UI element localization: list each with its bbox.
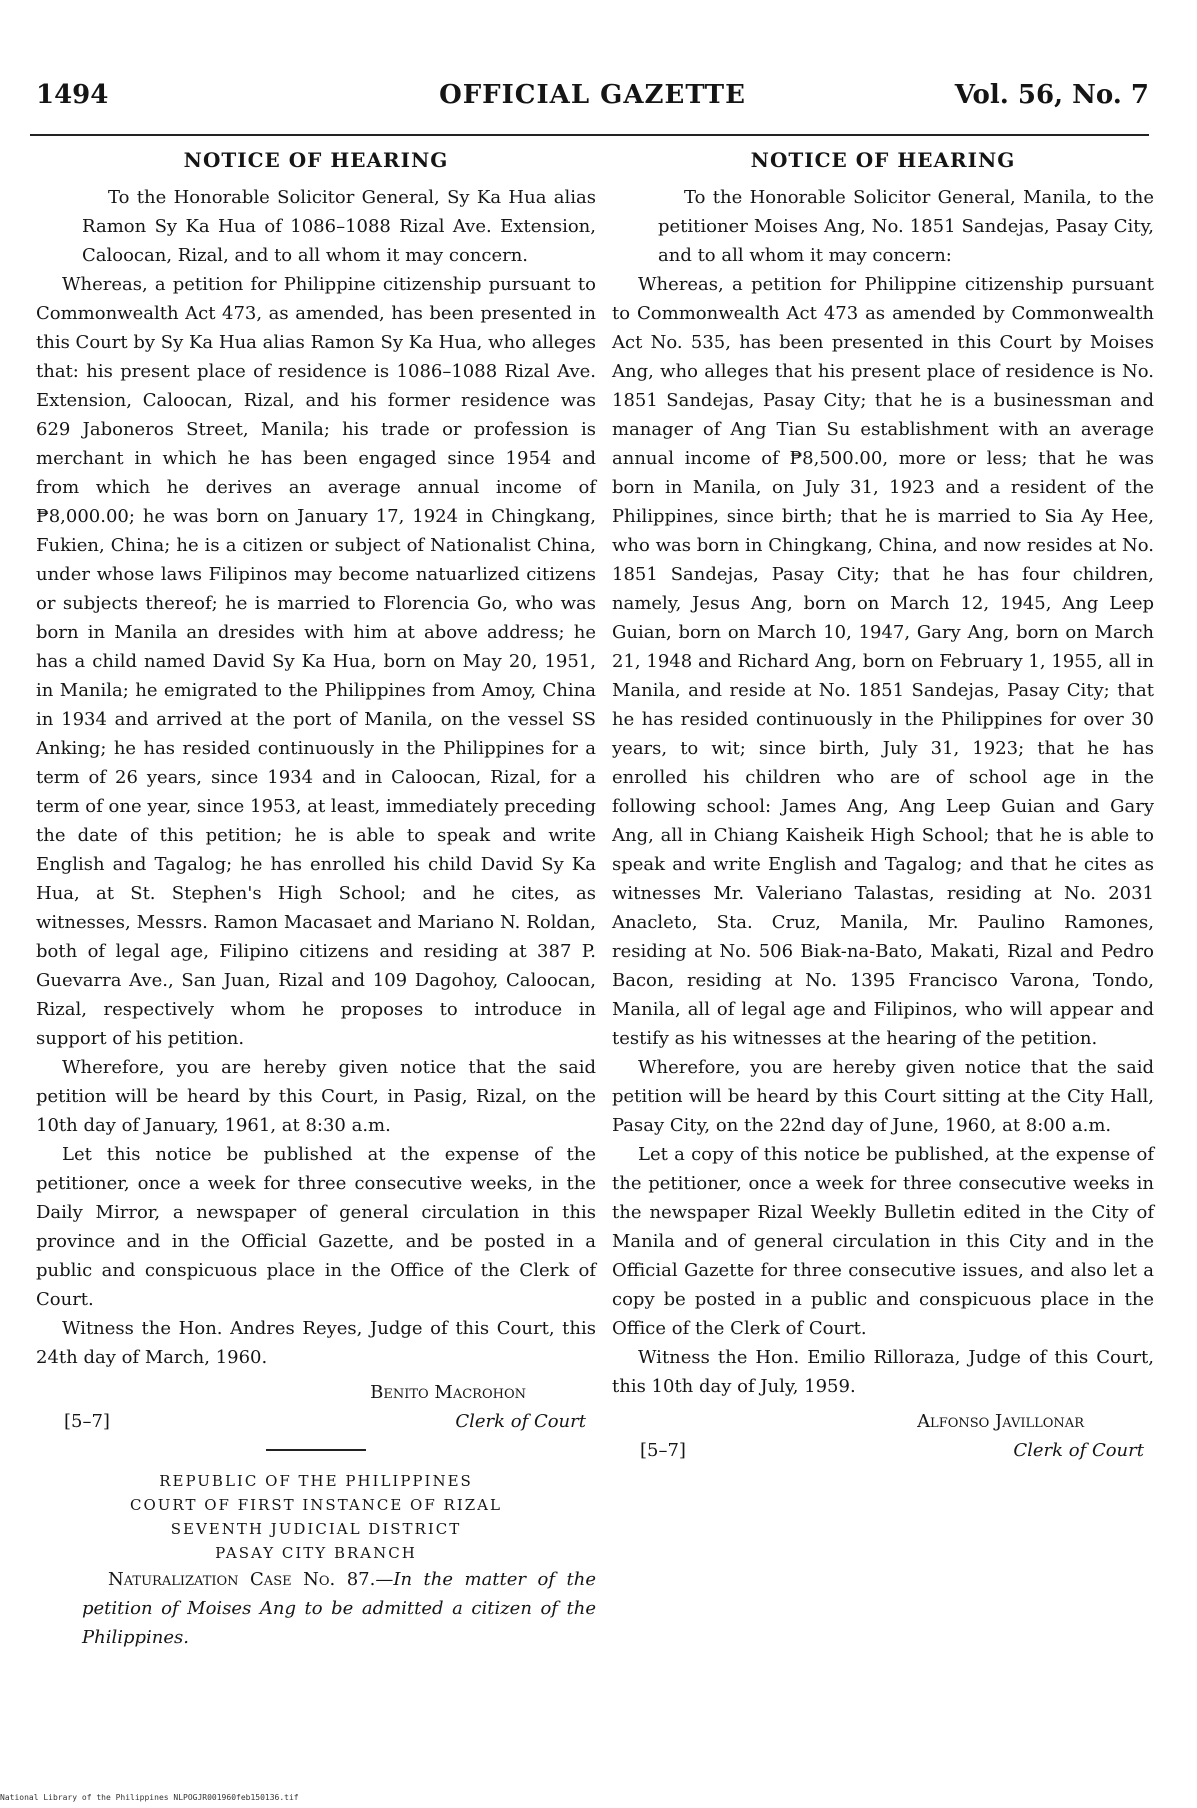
right-signature-row — [612, 1436, 1154, 1466]
case-title — [36, 1565, 596, 1652]
right-notice-heading: NOTICE OF HEARING — [750, 148, 1016, 172]
page-header — [36, 80, 1149, 120]
publication-title: OFFICIAL GAZETTE — [439, 80, 746, 110]
right-paragraph: Let a copy of this notice be published, at the expense of the petitioner, once a week for three consecutive weeks in the newspaper Rizal Weekly Bulletin edited in the City of Manila and of general circulation in this City and in the Official Gazette for three consecutive issues, and also let a copy be posted in a public and conspicuous place in the Office of the Clerk of Court. — [612, 1144, 1154, 1339]
court-line: REPUBLIC OF THE PHILIPPINES — [159, 1472, 473, 1490]
right-issue-code: [5–7] — [640, 1440, 686, 1461]
left-paragraph: Let this notice be published at the expense of the petitioner, once a week for three consecutive weeks, in the Daily Mirror, a newspaper of general circulation in this province and in the Official Gazette, and be posted in a public and conspicuous place in the Office of the Clerk of Court. — [36, 1144, 596, 1310]
right-paragraph: Whereas, a petition for Philippine citizenship pursuant to Commonwealth Act 473 as amended by Commonwealth Act No. 535, has been presented in this Court by Moises Ang, who alleges that his present place of residence is No. 1851 Sandejas, Pasay City; that he is a businessman and manager of Ang Tian Su establishment with an average annual income of ₱8,500.00, more or less; that he was born in Manila, on July 31, 1923 and a resident of the Philippines, since birth; that he is married to Sia Ay Hee, who was born in Chingkang, China, and now resides at No. 1851 Sandejas, Pasay City; that he has four children, namely, Jesus Ang, born on March 12, 1945, Ang Leep Guian, born on March 10, 1947, Gary Ang, born on March 21, 1948 and Richard Ang, born on February 1, 1955, all in Manila, and reside at No. 1851 Sandejas, Pasay City; that he has resided continuously in the Philippines for over 30 years, to wit; since birth, July 31, 1923; that he has enrolled his children who are of school age in the following school: James Ang, Ang Leep Guian and Gary Ang, all in Chiang Kaisheik High School; that he is able to speak and write English and Tagalog; and that he cites as witnesses Mr. Valeriano Talastas, residing at No. 2031 Anacleto, Sta. Cruz, Manila, Mr. Paulino Ramones, residing at No. 506 Biak-na-Bato, Makati, Rizal and Pedro Bacon, residing at No. 1395 Francisco Varona, Tondo, Manila, all of legal age and Filipinos, who will appear and testify as his witnesses at the hearing of the petition. — [612, 274, 1154, 1049]
case-text: —In the matter of the petition of Moises Ang to be admitted a citizen of the Philippines. — [82, 1569, 596, 1648]
left-signer: Benito Macrohon — [370, 1382, 526, 1403]
scan-footer: National Library of the Philippines NLPOGJR001960feb150136.tif — [0, 1793, 299, 1802]
left-notice-heading: NOTICE OF HEARING — [183, 148, 449, 172]
court-line: PASAY CITY BRANCH — [215, 1544, 417, 1562]
right-signer-role: Clerk of Court — [1013, 1440, 1144, 1461]
left-signature-row — [36, 1407, 596, 1437]
right-column — [612, 146, 1154, 1466]
right-signer: Alfonso Javillonar — [917, 1411, 1084, 1432]
left-address: To the Honorable Solicitor General, Sy Ka Hua alias Ramon Sy Ka Hua of 1086–1088 Rizal Ave. Extension, Caloocan, Rizal, and to all whom it may concern. — [82, 187, 596, 266]
left-column — [36, 146, 596, 1652]
header-rule — [30, 134, 1149, 136]
section-divider — [266, 1449, 366, 1451]
left-paragraph: Whereas, a petition for Philippine citizenship pursuant to Commonwealth Act 473, as amended, has been presented in this Court by Sy Ka Hua alias Ramon Sy Ka Hua, who alleges that: his present place of residence is 1086–1088 Rizal Ave. Extension, Caloocan, Rizal, and his former residence was 629 Jaboneros Street, Manila; his trade or profession is merchant in which he has been engaged since 1954 and from which he derives an average annual income of ₱8,000.00; he was born on January 17, 1924 in Chingkang, Fukien, China; he is a citizen or subject of Nationalist China, under whose laws Filipinos may become natuarlized citizens or subjects thereof; he is married to Florencia Go, who was born in Manila an dresides with him at above address; he has a child named David Sy Ka Hua, born on May 20, 1951, in Manila; he emigrated to the Philippines from Amoy, China in 1934 and arrived at the port of Manila, on the vessel SS Anking; he has resided continuously in the Philippines for a term of 26 years, since 1934 and in Caloocan, Rizal, for a term of one year, since 1953, at least, immediately preceding the date of this petition; he is able to speak and write English and Tagalog; he has enrolled his child David Sy Ka Hua, at St. Stephen's High School; and he cites, as witnesses, Messrs. Ramon Macasaet and Mariano N. Roldan, both of legal age, Filipino citizens and residing at 387 P. Guevarra Ave., San Juan, Rizal and 109 Dagohoy, Caloocan, Rizal, respectively whom he proposes to introduce in support of his petition. — [36, 274, 596, 1049]
court-line: SEVENTH JUDICIAL DISTRICT — [170, 1520, 462, 1538]
court-line: COURT OF FIRST INSTANCE OF RIZAL — [130, 1496, 502, 1514]
left-issue-code: [5–7] — [64, 1411, 110, 1432]
page-number: 1494 — [36, 80, 109, 110]
left-signer-role: Clerk of Court — [455, 1411, 586, 1432]
right-address: To the Honorable Solicitor General, Manila, to the petitioner Moises Ang, No. 1851 Sandejas, Pasay City, and to all whom it may concern: — [658, 187, 1154, 266]
right-paragraph: Wherefore, you are hereby given notice that the said petition will be heard by this Court sitting at the City Hall, Pasay City, on the 22nd day of June, 1960, at 8:00 a.m. — [612, 1057, 1154, 1136]
case-label: Naturalization Case No. 87. — [108, 1569, 376, 1590]
left-paragraph: Witness the Hon. Andres Reyes, Judge of this Court, this 24th day of March, 1960. — [36, 1318, 596, 1368]
volume-number: Vol. 56, No. 7 — [954, 80, 1149, 110]
right-paragraph: Witness the Hon. Emilio Rilloraza, Judge of this Court, this 10th day of July, 1959. — [612, 1347, 1154, 1397]
left-paragraph: Wherefore, you are hereby given notice that the said petition will be heard by this Court, in Pasig, Rizal, on the 10th day of January, 1961, at 8:30 a.m. — [36, 1057, 596, 1136]
